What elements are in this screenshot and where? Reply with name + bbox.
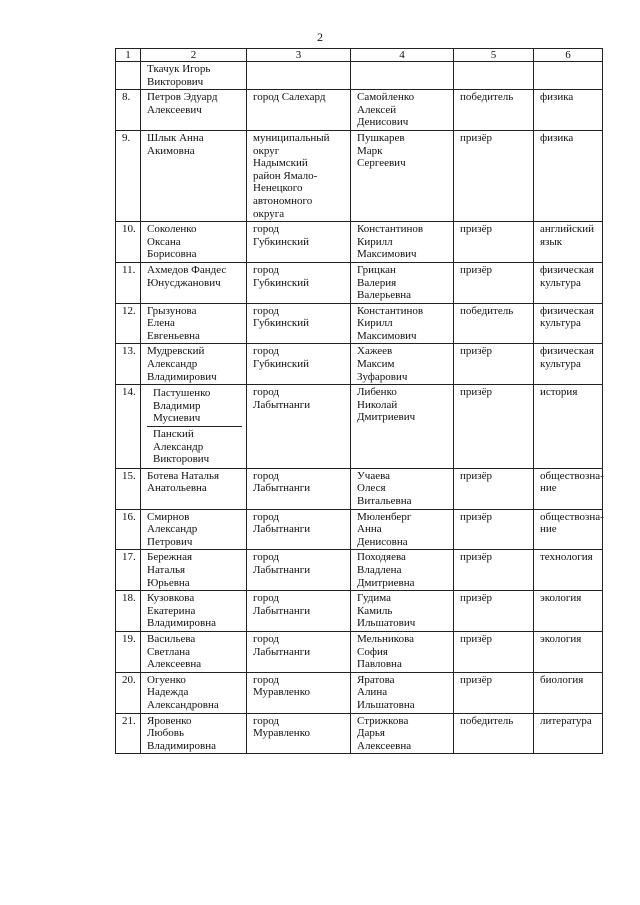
place-line: город (253, 304, 280, 317)
place-cell (247, 90, 351, 131)
results-table (115, 48, 603, 754)
subject-cell (534, 262, 603, 303)
student-name-line: Дмитриевич (357, 411, 416, 424)
student-name-line: Денисович (357, 116, 409, 129)
student-name-line: Зуфарович (357, 370, 408, 383)
place-line: Надымский (253, 157, 308, 170)
student-name-line: Константинов (357, 304, 424, 317)
teacher-cell (141, 672, 247, 713)
student-name-line: София (357, 645, 388, 658)
place-cell (247, 222, 351, 263)
status-cell: призёр (454, 550, 534, 591)
student-name-line: Ильшатович (357, 617, 416, 630)
place-cell (247, 550, 351, 591)
student-name-line: Кирилл (357, 317, 393, 330)
teacher-name-line: Соколенко (147, 223, 197, 236)
place-line: автономного (253, 194, 313, 207)
student-cell (351, 303, 454, 344)
place-line: город (253, 345, 280, 358)
place-line: Губкинский (253, 317, 310, 330)
student-name-line: Дарья (357, 727, 385, 740)
subject-line: история (540, 386, 578, 399)
teacher-name-line: Шлык Анна (147, 131, 204, 144)
table-row (116, 591, 603, 632)
subject-line: культура (540, 358, 581, 371)
teacher-name-line: Светлана (147, 645, 191, 658)
student-cell (351, 631, 454, 672)
teacher-name-line: Оксана (147, 235, 181, 248)
table-row (116, 344, 603, 385)
teacher-cell (141, 303, 247, 344)
table-row (116, 468, 603, 509)
teacher-cell (141, 468, 247, 509)
teacher-name-line: Екатерина (147, 604, 196, 617)
student-cell (351, 262, 454, 303)
status-cell: призёр (454, 591, 534, 632)
student-name-line: Валерьевна (357, 289, 412, 302)
place-cell (247, 713, 351, 754)
student-name-line: Гудима (357, 592, 391, 605)
table-row (116, 303, 603, 344)
table-row (116, 385, 603, 469)
teacher-name-line: Викторович (147, 75, 204, 88)
subject-line: культура (540, 276, 581, 289)
student-cell (351, 591, 454, 632)
teacher-name-line: Анатольевна (147, 482, 207, 495)
teacher-name-line: Акимовна (147, 144, 195, 157)
teacher-name-line: Ахмедов Фандес (147, 263, 227, 276)
column-header: 4 (351, 49, 454, 62)
teacher-entry (147, 426, 242, 467)
student-cell (351, 90, 454, 131)
row-number: 21. (116, 713, 141, 754)
status-cell: призёр (454, 672, 534, 713)
place-line: город (253, 632, 280, 645)
table-row (116, 672, 603, 713)
student-name-line: Максимович (357, 248, 417, 261)
subject-line: экология (540, 592, 582, 605)
subject-cell (534, 344, 603, 385)
teacher-name-line: Петров Эдуард (147, 91, 218, 104)
table-row (116, 713, 603, 754)
student-name-line: Пушкарев (357, 131, 405, 144)
status-cell (454, 62, 534, 90)
student-name-line: Грицкан (357, 263, 396, 276)
place-cell (247, 591, 351, 632)
row-number: 8. (116, 90, 141, 131)
student-name-line: Ильшатовна (357, 698, 415, 711)
row-number: 11. (116, 262, 141, 303)
teacher-name-line: Грызунова (147, 304, 197, 317)
student-cell (351, 550, 454, 591)
teacher-name-line: Наталья (147, 563, 186, 576)
teacher-name-line: Владимир (153, 399, 201, 412)
student-name-line: Мюленберг (357, 510, 412, 523)
student-name-line: Николай (357, 398, 398, 411)
table-row (116, 550, 603, 591)
place-cell (247, 468, 351, 509)
status-cell: призёр (454, 222, 534, 263)
place-cell (247, 130, 351, 221)
student-name-line: Самойленко (357, 91, 415, 104)
teacher-name-line: Викторович (153, 453, 210, 466)
place-line: Лабытнанги (253, 482, 311, 495)
teacher-name-line: Елена (147, 317, 175, 330)
place-line: Лабытнанги (253, 523, 311, 536)
place-line: город (253, 223, 280, 236)
subject-cell (534, 62, 603, 90)
status-cell: победитель (454, 303, 534, 344)
subject-line: обществозна- (540, 469, 604, 482)
student-name-line: Анна (357, 523, 382, 536)
subject-line: ние (540, 523, 557, 536)
subject-cell (534, 468, 603, 509)
subject-line: физическая (540, 263, 594, 276)
student-name-line: Алина (357, 686, 388, 699)
student-name-line: Яратова (357, 673, 395, 686)
teacher-name-line: Владимировна (147, 617, 217, 630)
row-number: 14. (116, 385, 141, 469)
student-name-line: Алексей (357, 103, 397, 116)
subject-line: культура (540, 317, 581, 330)
place-line: город (253, 263, 280, 276)
teacher-name-line: Александр (147, 358, 198, 371)
subject-line: экология (540, 632, 582, 645)
place-line: город (253, 551, 280, 564)
student-name-line: Стрижкова (357, 714, 409, 727)
status-cell: победитель (454, 90, 534, 131)
table-row (116, 262, 603, 303)
teacher-name-line: Юнусджанович (147, 276, 221, 289)
student-cell (351, 509, 454, 550)
subject-cell (534, 385, 603, 469)
row-number: 17. (116, 550, 141, 591)
teacher-entry (147, 386, 242, 426)
teacher-name-line: Ткачук Игорь (147, 63, 211, 75)
place-line: район Ямало- (253, 169, 318, 182)
status-cell: призёр (454, 385, 534, 469)
student-name-line: Владлена (357, 563, 402, 576)
place-line: Лабытнанги (253, 645, 311, 658)
student-cell (351, 385, 454, 469)
row-number: 15. (116, 468, 141, 509)
header-row (116, 49, 603, 62)
student-cell (351, 130, 454, 221)
row-number: 13. (116, 344, 141, 385)
teacher-name-line: Огуенко (147, 673, 186, 686)
subject-cell (534, 130, 603, 221)
place-line: город (253, 592, 280, 605)
teacher-name-line: Панский (153, 428, 194, 441)
student-name-line: Алексеевна (357, 739, 412, 752)
table-row (116, 62, 603, 90)
column-header: 6 (534, 49, 603, 62)
student-name-line: Кирилл (357, 235, 393, 248)
place-line: округ (253, 144, 280, 157)
teacher-name-line: Кузовкова (147, 592, 195, 605)
place-line: город (253, 714, 280, 727)
teacher-name-line: Смирнов (147, 510, 190, 523)
subject-cell (534, 713, 603, 754)
student-name-line: Денисовна (357, 535, 408, 548)
teacher-cell (141, 550, 247, 591)
student-cell (351, 62, 454, 90)
subject-cell (534, 222, 603, 263)
teacher-name-line: Ботева Наталья (147, 469, 220, 482)
teacher-cell (141, 62, 247, 90)
row-number: 16. (116, 509, 141, 550)
place-line: Губкинский (253, 358, 310, 371)
student-name-line: Константинов (357, 223, 424, 236)
row-number: 19. (116, 631, 141, 672)
teacher-cell (141, 262, 247, 303)
status-cell: призёр (454, 262, 534, 303)
place-cell (247, 262, 351, 303)
teacher-name-line: Мудревский (147, 345, 205, 358)
row-number: 10. (116, 222, 141, 263)
subject-cell (534, 90, 603, 131)
student-name-line: Олеся (357, 482, 386, 495)
subject-cell (534, 303, 603, 344)
place-line: Ненецкого (253, 182, 303, 195)
subject-line: физическая (540, 345, 594, 358)
status-cell: победитель (454, 713, 534, 754)
subject-line: физика (540, 91, 574, 104)
place-line: Лабытнанги (253, 398, 311, 411)
student-name-line: Максим (357, 358, 395, 371)
place-cell (247, 385, 351, 469)
place-line: Губкинский (253, 276, 310, 289)
teacher-name-line: Алексеевна (147, 658, 202, 671)
status-cell: призёр (454, 631, 534, 672)
teacher-name-line: Пастушенко (153, 387, 211, 400)
subject-line: физическая (540, 304, 594, 317)
status-cell: призёр (454, 130, 534, 221)
table-body (116, 62, 603, 754)
subject-line: язык (540, 235, 563, 248)
teacher-cell (141, 90, 247, 131)
teacher-name-line: Александр (153, 440, 204, 453)
column-header: 5 (454, 49, 534, 62)
subject-cell (534, 672, 603, 713)
place-cell (247, 303, 351, 344)
teacher-cell (141, 222, 247, 263)
row-number: 20. (116, 672, 141, 713)
place-line: округа (253, 207, 285, 220)
subject-cell (534, 550, 603, 591)
subject-line: обществозна- (540, 510, 604, 523)
teacher-name-line: Евгеньевна (147, 329, 200, 342)
student-name-line: Марк (357, 144, 383, 157)
page-number: 2 (317, 30, 323, 44)
teacher-name-line: Владимировна (147, 739, 217, 752)
student-cell (351, 468, 454, 509)
teacher-name-line: Надежда (147, 686, 189, 699)
place-cell (247, 344, 351, 385)
subject-line: ние (540, 482, 557, 495)
teacher-name-line: Юрьевна (147, 576, 190, 589)
row-number: 9. (116, 130, 141, 221)
student-name-line: Камиль (357, 604, 393, 617)
teacher-name-line: Владимирович (147, 370, 217, 383)
subject-cell (534, 631, 603, 672)
student-name-line: Максимович (357, 329, 417, 342)
place-cell (247, 672, 351, 713)
student-name-line: Походяева (357, 551, 406, 564)
table-row (116, 130, 603, 221)
place-line: Губкинский (253, 235, 310, 248)
teacher-cell (141, 591, 247, 632)
place-line: муниципальный (253, 131, 330, 144)
table-row (116, 90, 603, 131)
subject-cell (534, 591, 603, 632)
teacher-name-line: Мусиевич (153, 412, 201, 425)
place-line: Лабытнанги (253, 563, 311, 576)
status-cell: призёр (454, 509, 534, 550)
row-number: 18. (116, 591, 141, 632)
place-cell (247, 631, 351, 672)
teacher-name-line: Бережная (147, 551, 193, 564)
column-header: 1 (116, 49, 141, 62)
teacher-cell (141, 130, 247, 221)
teacher-cell (141, 509, 247, 550)
column-header: 2 (141, 49, 247, 62)
student-name-line: Витальевна (357, 495, 412, 507)
place-line: Муравленко (253, 686, 310, 699)
teacher-name-line: Яровенко (147, 714, 192, 727)
teacher-cell (141, 344, 247, 385)
place-cell (247, 509, 351, 550)
table-row (116, 509, 603, 550)
row-number: 12. (116, 303, 141, 344)
student-name-line: Хажеев (357, 345, 393, 358)
student-name-line: Павловна (357, 658, 402, 671)
place-line: город Салехард (253, 91, 326, 104)
table-row (116, 222, 603, 263)
place-line: Лабытнанги (253, 604, 311, 617)
subject-line: литература (540, 714, 592, 727)
student-name-line: Учаева (357, 469, 391, 482)
column-header: 3 (247, 49, 351, 62)
subject-cell (534, 509, 603, 550)
status-cell: призёр (454, 344, 534, 385)
subject-line: биология (540, 673, 584, 686)
student-name-line: Мельникова (357, 632, 415, 645)
place-cell (247, 62, 351, 90)
place-line: город (253, 386, 280, 399)
teacher-name-line: Борисовна (147, 248, 197, 261)
place-line: город (253, 469, 280, 482)
teacher-name-line: Васильева (147, 632, 196, 645)
teacher-name-line: Александровна (147, 698, 219, 711)
row-number (116, 62, 141, 90)
table-row (116, 631, 603, 672)
place-line: город (253, 673, 280, 686)
place-line: Муравленко (253, 727, 310, 740)
student-cell (351, 222, 454, 263)
student-cell (351, 672, 454, 713)
student-name-line: Либенко (357, 386, 397, 399)
teacher-cell (141, 385, 247, 469)
student-cell (351, 713, 454, 754)
student-cell (351, 344, 454, 385)
teacher-name-line: Александр (147, 523, 198, 536)
subject-line: английский (540, 223, 594, 236)
teacher-name-line: Любовь (147, 727, 184, 740)
teacher-name-line: Петрович (147, 535, 193, 548)
teacher-cell (141, 631, 247, 672)
student-name-line: Сергеевич (357, 157, 406, 170)
teacher-cell (141, 713, 247, 754)
subject-line: технология (540, 551, 593, 564)
student-name-line: Валерия (357, 276, 397, 289)
subject-line: физика (540, 131, 574, 144)
teacher-name-line: Алексеевич (147, 103, 202, 116)
place-line: город (253, 510, 280, 523)
student-name-line: Дмитриевна (357, 576, 415, 589)
status-cell: призёр (454, 468, 534, 509)
